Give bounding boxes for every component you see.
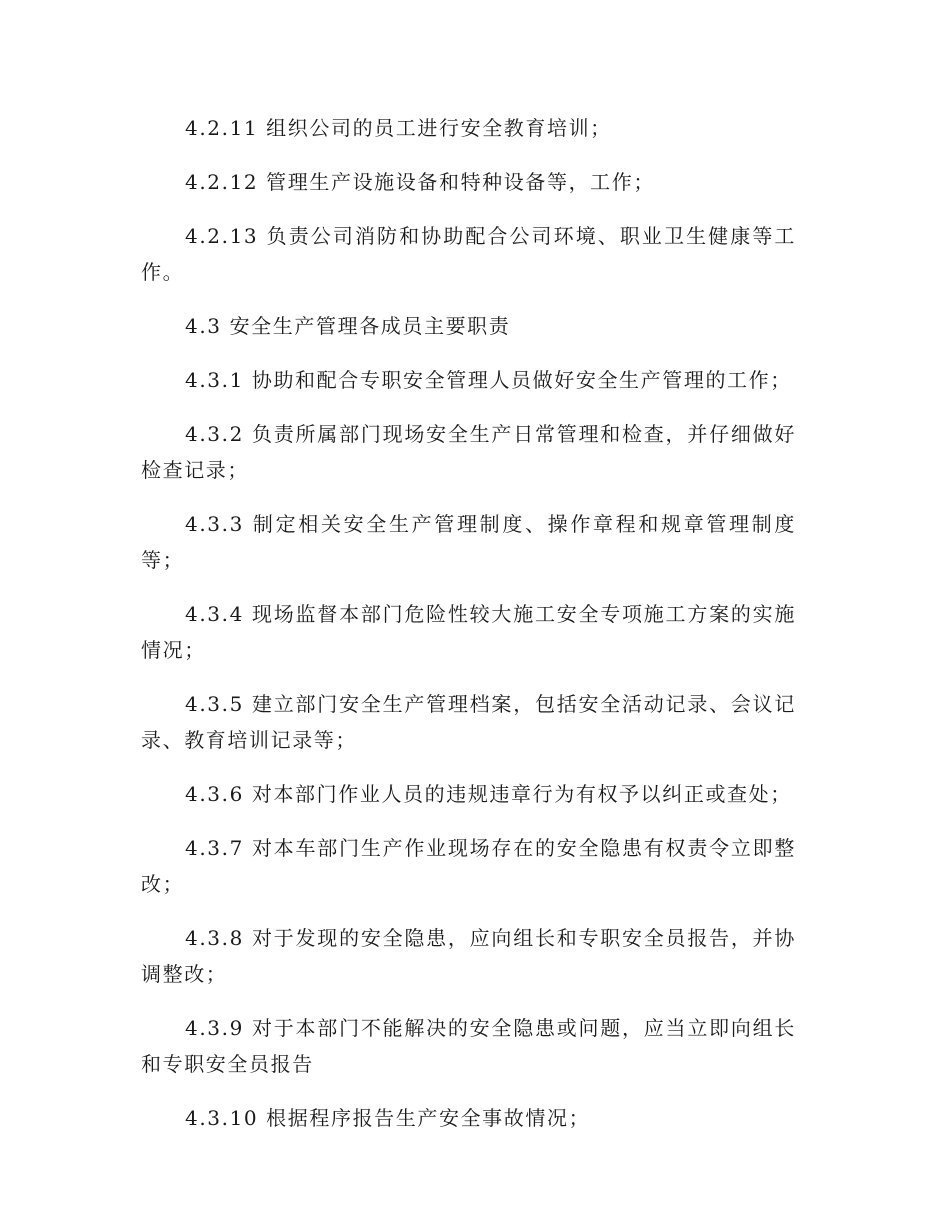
paragraph-4-3-7: 4.3.7 对本车部门生产作业现场存在的安全隐患有权责令立即整改；: [141, 836, 796, 896]
document-body: [141, 110, 796, 1154]
paragraph-4-3-5: 4.3.5 建立部门安全生产管理档案，包括安全活动记录、会议记录、教育培训记录等；: [141, 692, 796, 752]
paragraph-4-3-3: 4.3.3 制定相关安全生产管理制度、操作章程和规章管理制度等；: [141, 512, 796, 572]
paragraph-4-3-1: 4.3.1 协助和配合专职安全管理人员做好安全生产管理的工作；: [185, 368, 792, 392]
paragraph-4-3-10: 4.3.10 根据程序报告生产安全事故情况；: [185, 1106, 591, 1130]
paragraph-4-2-11: 4.2.11 组织公司的员工进行安全教育培训；: [185, 116, 612, 140]
paragraph-4-3-9: 4.3.9 对于本部门不能解决的安全隐患或问题，应当立即向组长和专职安全员报告: [141, 1016, 796, 1076]
paragraph-4-3-2: 4.3.2 负责所属部门现场安全生产日常管理和检查，并仔细做好检查记录；: [141, 422, 796, 482]
paragraph-4-3-4: 4.3.4 现场监督本部门危险性较大施工安全专项施工方案的实施情况；: [141, 602, 796, 662]
paragraph-4-2-13: 4.2.13 负责公司消防和协助配合公司环境、职业卫生健康等工作。: [141, 224, 796, 284]
section-heading-4-3: 4.3 安全生产管理各成员主要职责: [185, 314, 511, 338]
paragraph-4-3-8: 4.3.8 对于发现的安全隐患，应向组长和专职安全员报告，并协调整改；: [141, 926, 796, 986]
paragraph-4-3-6: 4.3.6 对本部门作业人员的违规违章行为有权予以纠正或查处；: [185, 782, 792, 806]
paragraph-4-2-12: 4.2.12 管理生产设施设备和特种设备等，工作；: [185, 170, 655, 194]
